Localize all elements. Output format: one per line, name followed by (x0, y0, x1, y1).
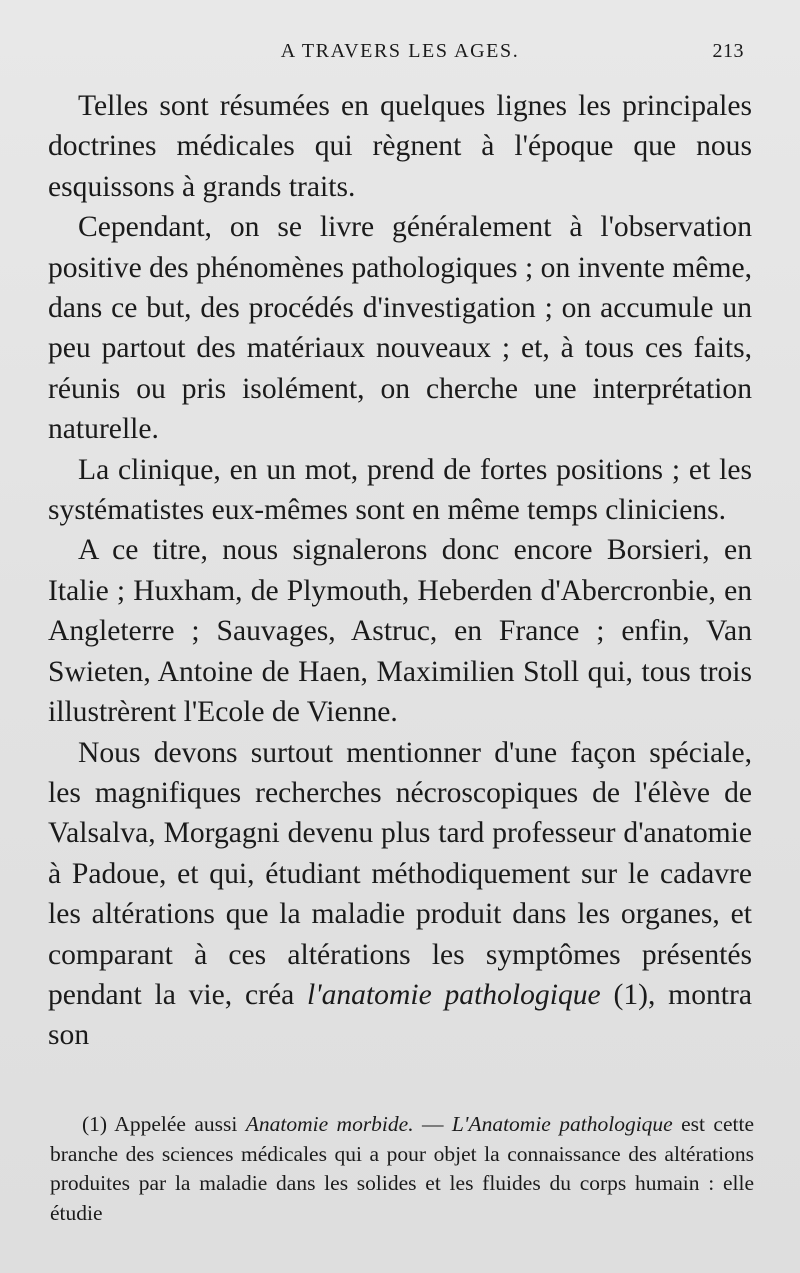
footnote-italic-b: L'Anatomie pathologique (451, 1112, 673, 1136)
footnote-marker: (1) (82, 1112, 108, 1136)
footnote-text-a: Appelée aussi (107, 1112, 246, 1136)
footnote-italic-a: Anatomie morbide. (245, 1112, 414, 1136)
page-number: 213 (712, 40, 744, 62)
footnote-text-b: — (413, 1112, 452, 1136)
page-header (48, 38, 752, 68)
paragraph-4: A ce titre, nous signalerons donc encore Borsieri, en Italie ; Huxham, de Plymouth, Heberden d'Abercronbie, en Angleterre ; Sauvages, Astruc, en France ; enfin, Van Swieten, Antoine de Haen, Maximilien Stoll qui, tous trois illustrèrent l'Ecole de Vienne. (48, 534, 752, 729)
paragraph-5-text-before: Nous devons surtout mentionner d'une façon spéciale, les magnifiques recherches nécroscopiques de l'élève de Valsalva, Morgagni devenu plus tard professeur d'anatomie à Padoue, et qui, étudiant méthodiquement sur le cadavre les altérations que la maladie produit dans les organes, et comparant à ces altérations les symptômes présentés pendant la vie, créa (48, 736, 752, 1011)
running-title: A TRAVERS LES AGES. (280, 40, 520, 62)
paragraph-5-italic: l'anatomie pathologique (307, 978, 601, 1011)
body-text (48, 86, 752, 1056)
footnote-text-c: est cette branche des sciences médicales qui a pour objet la connaissance des altérations produites par la maladie dans les solides et les fluides du corps humain : elle étudie (50, 1112, 754, 1225)
paragraph-2: Cependant, on se livre généralement à l'observation positive des phénomènes pathologiques ; on invente même, dans ce but, des procédés d'investigation ; on accumule un peu partout des matériaux nouveaux ; et, à tous ces faits, réunis ou pris isolément, on cherche une interprétation naturelle. (48, 211, 752, 446)
paragraph-5-text-after: (1), montra son (48, 978, 753, 1052)
paragraph-5 (48, 733, 752, 1056)
paragraph-3: La clinique, en un mot, prend de fortes positions ; et les systématistes eux-mêmes sont en même temps cliniciens. (48, 453, 752, 527)
paragraph-1: Telles sont résumées en quelques lignes les principales doctrines médicales qui règnent à l'époque que nous esquissons à grands traits. (48, 90, 752, 203)
footnote (50, 1110, 754, 1228)
footnote-area (50, 1110, 754, 1228)
